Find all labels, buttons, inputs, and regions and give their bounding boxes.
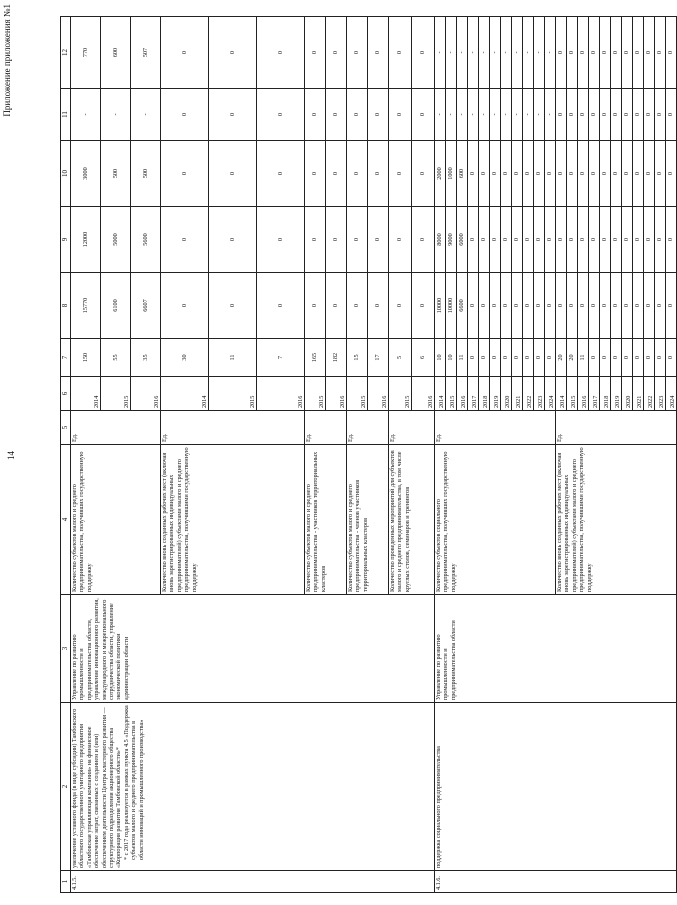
value-cell: 0 (368, 141, 389, 207)
year-cell: 2022 (523, 377, 534, 411)
value-cell: 0 (556, 17, 567, 89)
value-cell: 0 (622, 17, 633, 89)
value-cell: 0 (512, 207, 523, 273)
value-cell: 0 (161, 89, 209, 141)
value-cell: 500 (101, 141, 131, 207)
value-cell: - (523, 17, 534, 89)
value-cell: 0 (490, 273, 501, 339)
value-cell: 0 (578, 89, 589, 141)
value-cell: 0 (600, 141, 611, 207)
value-cell: 0 (305, 273, 326, 339)
value-cell: 150 (71, 339, 101, 377)
year-cell: 2017 (589, 377, 600, 411)
value-cell: 0 (567, 273, 578, 339)
value-cell: 0 (578, 141, 589, 207)
indicator-name: Количество субъектов малого и среднего предпринимательства, получивших государственную поддержку (71, 445, 161, 595)
value-cell: 9000 (446, 207, 457, 273)
value-cell: 0 (611, 141, 622, 207)
value-cell: 182 (326, 339, 347, 377)
value-cell: 0 (556, 207, 567, 273)
value-cell: 0 (209, 17, 257, 89)
value-cell: 0 (589, 207, 600, 273)
year-cell: 2016 (326, 377, 347, 411)
value-cell: 11 (209, 339, 257, 377)
value-cell: 0 (389, 141, 412, 207)
value-cell: 0 (523, 339, 534, 377)
value-cell: 8000 (435, 207, 446, 273)
value-cell: 0 (666, 141, 677, 207)
value-cell: - (490, 17, 501, 89)
value-cell: 0 (501, 141, 512, 207)
unit: Ед. (435, 411, 556, 445)
year-cell: 2015 (209, 377, 257, 411)
value-cell: 0 (655, 89, 666, 141)
value-cell: - (512, 17, 523, 89)
value-cell: - (101, 89, 131, 141)
year-cell: 2015 (305, 377, 326, 411)
value-cell: 165 (305, 339, 326, 377)
value-cell: 0 (622, 273, 633, 339)
value-cell: 6100 (101, 273, 131, 339)
value-cell: 0 (644, 17, 655, 89)
value-cell: 0 (567, 207, 578, 273)
value-cell: - (446, 17, 457, 89)
year-cell: 2015 (389, 377, 412, 411)
value-cell: 0 (347, 141, 368, 207)
value-cell: 0 (666, 89, 677, 141)
unit: Ед. (556, 411, 677, 445)
col-header: 7 (61, 339, 71, 377)
indicator-name: Количество вновь созданных рабочих мест (включая вновь зарегистрированных индивидуальных предпринимателей) субъектами малого и среднего предпринимательства, получившими государственную поддержку (556, 445, 677, 595)
value-cell: 5600 (131, 207, 161, 273)
value-cell: 0 (412, 17, 435, 89)
table-row (435, 17, 446, 893)
event-text: увеличение уставного фонда (в виде субсидии) Тамбовского областного государственного унитарного предприятия «Тамбовская управляющая компания» на финансовое обеспечение затрат, связанных с созданием и (или) обеспечением деятельности Центра кластерного развития — структурного подразделения акционерного общества «Корпорация развития Тамбовской области»* (71, 707, 123, 868)
col-header: 6 (61, 377, 71, 411)
column-number-row (61, 17, 71, 893)
value-cell: 0 (600, 339, 611, 377)
value-cell: - (501, 89, 512, 141)
value-cell: 0 (305, 141, 326, 207)
year-cell: 2024 (666, 377, 677, 411)
value-cell: 0 (622, 207, 633, 273)
value-cell: 0 (644, 339, 655, 377)
year-cell: 2015 (101, 377, 131, 411)
value-cell: 0 (545, 141, 556, 207)
value-cell: - (457, 17, 468, 89)
value-cell: 0 (389, 17, 412, 89)
value-cell: 0 (556, 141, 567, 207)
value-cell: 0 (501, 207, 512, 273)
indicator-name: Количество проведенных мероприятий для субъектов малого и среднего предпринимательства, в том числе круглых столов, семинаров и тренингов (389, 445, 435, 595)
value-cell: - (545, 17, 556, 89)
col-header: 3 (61, 595, 71, 703)
value-cell: - (523, 89, 534, 141)
value-cell: - (479, 17, 490, 89)
value-cell: 0 (257, 207, 305, 273)
value-cell: 0 (600, 89, 611, 141)
value-cell: - (512, 89, 523, 141)
col-header: 5 (61, 411, 71, 445)
value-cell: 0 (257, 141, 305, 207)
event-description (435, 703, 677, 871)
value-cell: 11 (457, 339, 468, 377)
year-cell: 2016 (457, 377, 468, 411)
value-cell: 600 (457, 141, 468, 207)
value-cell: 0 (589, 89, 600, 141)
value-cell: 7 (257, 339, 305, 377)
event-description (71, 703, 435, 871)
value-cell: 17 (368, 339, 389, 377)
value-cell: 0 (501, 339, 512, 377)
event-footnote: * с 2017 года реализуется в рамках пункта 4.5 «Поддержка субъектов малого и среднего предпринимательства в области инноваций и промышленного производства» (122, 705, 145, 860)
value-cell: 2000 (435, 141, 446, 207)
value-cell: 0 (512, 273, 523, 339)
year-cell: 2016 (257, 377, 305, 411)
value-cell: 507 (131, 17, 161, 89)
value-cell: 35 (131, 339, 161, 377)
year-cell: 2014 (161, 377, 209, 411)
year-cell: 2018 (479, 377, 490, 411)
value-cell: 5000 (101, 207, 131, 273)
value-cell: 0 (305, 89, 326, 141)
value-cell: 0 (655, 207, 666, 273)
year-cell: 2021 (633, 377, 644, 411)
value-cell: 0 (611, 207, 622, 273)
year-cell: 2020 (501, 377, 512, 411)
value-cell: 0 (479, 339, 490, 377)
value-cell: 0 (305, 17, 326, 89)
value-cell: 0 (622, 339, 633, 377)
value-cell: 0 (611, 273, 622, 339)
value-cell: 0 (655, 141, 666, 207)
value-cell: - (534, 17, 545, 89)
value-cell: 0 (655, 339, 666, 377)
executor: Управление по развитию промышленности и предпринимательства области, управление инновационного развития, международного и межрегионального сотрудничества области, управление экономической политики администрации области (71, 595, 435, 703)
value-cell: 0 (368, 207, 389, 273)
value-cell: 0 (326, 17, 347, 89)
value-cell: 0 (567, 89, 578, 141)
value-cell: 0 (347, 273, 368, 339)
value-cell: 0 (666, 339, 677, 377)
value-cell: 0 (305, 207, 326, 273)
value-cell: 12000 (71, 207, 101, 273)
row-number: 4.1.6. (435, 871, 677, 893)
year-cell: 2021 (512, 377, 523, 411)
value-cell: 0 (490, 207, 501, 273)
year-cell: 2023 (534, 377, 545, 411)
value-cell: 0 (490, 141, 501, 207)
table-row (71, 17, 101, 893)
value-cell: 0 (368, 89, 389, 141)
value-cell: 0 (534, 141, 545, 207)
value-cell: 0 (633, 207, 644, 273)
value-cell: 15770 (71, 273, 101, 339)
indicator-name: Количество субъектов социального предпринимательства, получивших государственную поддержку (435, 445, 556, 595)
value-cell: 0 (368, 17, 389, 89)
value-cell: 0 (257, 17, 305, 89)
indicator-name: Количество субъектов малого и среднего предпринимательства - участников территориальных кластеров (305, 445, 347, 595)
value-cell: 0 (567, 17, 578, 89)
col-header: 8 (61, 273, 71, 339)
col-header: 2 (61, 703, 71, 871)
col-header: 10 (61, 141, 71, 207)
col-header: 11 (61, 89, 71, 141)
value-cell: 5 (389, 339, 412, 377)
value-cell: 0 (326, 89, 347, 141)
value-cell: 0 (644, 273, 655, 339)
value-cell: 0 (556, 89, 567, 141)
value-cell: 0 (567, 141, 578, 207)
value-cell: - (501, 17, 512, 89)
value-cell: 0 (622, 141, 633, 207)
value-cell: - (479, 89, 490, 141)
value-cell: 0 (479, 207, 490, 273)
value-cell: 0 (534, 273, 545, 339)
value-cell: 0 (655, 273, 666, 339)
value-cell: 0 (589, 339, 600, 377)
value-cell: - (435, 17, 446, 89)
value-cell: 10000 (446, 273, 457, 339)
unit: Ед. (305, 411, 347, 445)
value-cell: 0 (412, 89, 435, 141)
value-cell: 1000 (446, 141, 457, 207)
indicator-name: Количество субъектов малого и среднего предпринимательства - членов участников территориальных кластеров (347, 445, 389, 595)
value-cell: 0 (644, 89, 655, 141)
value-cell: 20 (567, 339, 578, 377)
col-header: 4 (61, 445, 71, 595)
value-cell: 55 (101, 339, 131, 377)
value-cell: 0 (326, 141, 347, 207)
value-cell: 0 (412, 141, 435, 207)
value-cell: 0 (666, 207, 677, 273)
value-cell: 0 (479, 273, 490, 339)
value-cell: 0 (523, 207, 534, 273)
value-cell: 0 (161, 207, 209, 273)
value-cell: 0 (633, 141, 644, 207)
value-cell: 0 (501, 273, 512, 339)
event-text: поддержка социального предпринимательства (435, 746, 442, 868)
year-cell: 2015 (347, 377, 368, 411)
value-cell: 0 (600, 207, 611, 273)
value-cell: 0 (578, 273, 589, 339)
value-cell: 6000 (457, 207, 468, 273)
value-cell: 0 (633, 273, 644, 339)
value-cell: - (545, 89, 556, 141)
year-cell: 2017 (468, 377, 479, 411)
value-cell: 0 (556, 273, 567, 339)
year-cell: 2019 (490, 377, 501, 411)
value-cell: 0 (655, 17, 666, 89)
unit: Ед. (389, 411, 435, 445)
value-cell: 0 (578, 207, 589, 273)
value-cell: 0 (326, 207, 347, 273)
value-cell: - (71, 89, 101, 141)
value-cell: - (534, 89, 545, 141)
col-header: 9 (61, 207, 71, 273)
year-cell: 2019 (611, 377, 622, 411)
year-cell: 2014 (71, 377, 101, 411)
value-cell: 0 (479, 141, 490, 207)
value-cell: 0 (545, 339, 556, 377)
appendix-label: Приложение приложения №1 (2, 4, 12, 117)
value-cell: 0 (161, 141, 209, 207)
value-cell: 500 (131, 141, 161, 207)
value-cell: 0 (622, 89, 633, 141)
year-cell: 2016 (368, 377, 389, 411)
value-cell: 0 (209, 273, 257, 339)
value-cell: - (131, 89, 161, 141)
value-cell: 0 (161, 17, 209, 89)
value-cell: 0 (347, 89, 368, 141)
unit: Ед. (161, 411, 305, 445)
value-cell: 0 (534, 207, 545, 273)
year-cell: 2024 (545, 377, 556, 411)
value-cell: 0 (347, 17, 368, 89)
value-cell: 0 (633, 89, 644, 141)
value-cell: 600 (101, 17, 131, 89)
value-cell: 0 (611, 17, 622, 89)
unit: Ед. (347, 411, 389, 445)
value-cell: 0 (666, 17, 677, 89)
indicator-name: Количество вновь созданных рабочих мест (включая вновь зарегистрированных индивидуальных предпринимателей) субъектами малого и среднего предпринимательства, получившими государственную поддержку (161, 445, 305, 595)
value-cell: 10 (446, 339, 457, 377)
value-cell: 0 (512, 339, 523, 377)
value-cell: 0 (347, 207, 368, 273)
year-cell: 2016 (131, 377, 161, 411)
value-cell: 0 (644, 141, 655, 207)
value-cell: 0 (209, 89, 257, 141)
value-cell: 0 (368, 273, 389, 339)
year-cell: 2016 (412, 377, 435, 411)
col-header: 1 (61, 871, 71, 893)
value-cell: 0 (209, 207, 257, 273)
executor: Управление по развитию промышленности и предпринимательства области (435, 595, 677, 703)
value-cell: 3000 (71, 141, 101, 207)
value-cell: - (446, 89, 457, 141)
value-cell: 0 (578, 17, 589, 89)
year-cell: 2014 (556, 377, 567, 411)
year-cell: 2015 (446, 377, 457, 411)
value-cell: 0 (389, 89, 412, 141)
year-cell: 2014 (435, 377, 446, 411)
value-cell: 0 (589, 273, 600, 339)
value-cell: 0 (611, 89, 622, 141)
value-cell: 0 (512, 141, 523, 207)
value-cell: 0 (600, 17, 611, 89)
value-cell: 15 (347, 339, 368, 377)
col-header: 12 (61, 17, 71, 89)
value-cell: 0 (468, 273, 479, 339)
value-cell: 0 (490, 339, 501, 377)
year-cell: 2016 (578, 377, 589, 411)
value-cell: 0 (666, 273, 677, 339)
value-cell: 6 (412, 339, 435, 377)
value-cell: 11 (578, 339, 589, 377)
value-cell: - (457, 89, 468, 141)
value-cell: 10 (435, 339, 446, 377)
unit: Ед. (71, 411, 161, 445)
value-cell: - (435, 89, 446, 141)
value-cell: 0 (644, 207, 655, 273)
value-cell: 0 (257, 273, 305, 339)
program-table (60, 16, 677, 893)
value-cell: 30 (161, 339, 209, 377)
value-cell: 0 (468, 207, 479, 273)
value-cell: 0 (523, 273, 534, 339)
value-cell: 0 (389, 273, 412, 339)
value-cell: 770 (71, 17, 101, 89)
value-cell: 0 (589, 17, 600, 89)
year-cell: 2023 (655, 377, 666, 411)
value-cell: 0 (633, 339, 644, 377)
value-cell: 0 (611, 339, 622, 377)
value-cell: 0 (523, 141, 534, 207)
value-cell: 0 (257, 89, 305, 141)
value-cell: 20 (556, 339, 567, 377)
value-cell: 0 (468, 141, 479, 207)
row-number: 4.1.5. (71, 871, 435, 893)
value-cell: - (468, 17, 479, 89)
value-cell: 0 (600, 273, 611, 339)
value-cell: - (468, 89, 479, 141)
year-cell: 2018 (600, 377, 611, 411)
year-cell: 2020 (622, 377, 633, 411)
page-number: 14 (6, 451, 16, 460)
value-cell: 0 (545, 207, 556, 273)
value-cell: 0 (633, 17, 644, 89)
year-cell: 2015 (567, 377, 578, 411)
value-cell: - (490, 89, 501, 141)
value-cell: 10000 (435, 273, 446, 339)
value-cell: 0 (161, 273, 209, 339)
value-cell: 0 (209, 141, 257, 207)
value-cell: 0 (468, 339, 479, 377)
value-cell: 0 (412, 273, 435, 339)
value-cell: 0 (326, 273, 347, 339)
value-cell: 0 (589, 141, 600, 207)
value-cell: 0 (389, 207, 412, 273)
value-cell: 0 (412, 207, 435, 273)
value-cell: 6607 (131, 273, 161, 339)
value-cell: 0 (534, 339, 545, 377)
value-cell: 6600 (457, 273, 468, 339)
value-cell: 0 (545, 273, 556, 339)
year-cell: 2022 (644, 377, 655, 411)
